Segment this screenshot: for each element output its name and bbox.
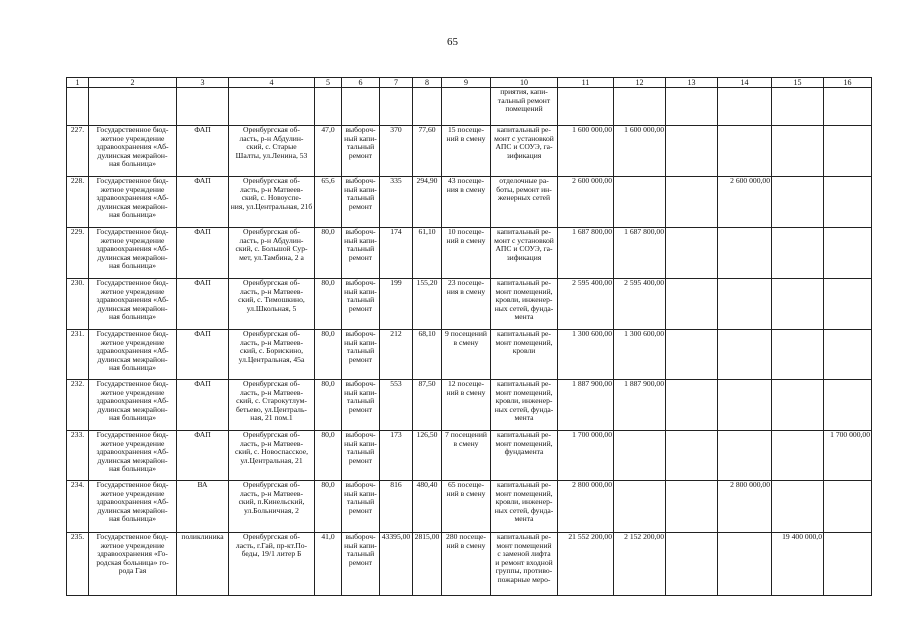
- address-cell: Оренбургская об- ласть, р-н Абдулин- ский, с. Большой Сур- мет, ул.Тамбина, 2 а: [229, 228, 315, 279]
- amount-cell: [666, 380, 718, 431]
- value-cell: 212: [380, 330, 413, 380]
- facility-type-cell: ФАП: [177, 177, 229, 228]
- address-cell: Оренбургская об- ласть, г.Гай, пр-кт.По- беды, 19/1 литер Б: [229, 533, 315, 596]
- row-number-cell: 231.: [67, 330, 89, 380]
- row-number-cell: 234.: [67, 481, 89, 533]
- cell: [413, 88, 442, 126]
- column-number: 4: [229, 78, 315, 88]
- amount-cell: 2 595 400,00: [558, 279, 614, 330]
- value-cell: 61,10: [413, 228, 442, 279]
- amount-cell: [718, 330, 772, 380]
- area-cell: 65,6: [315, 177, 342, 228]
- amount-cell: 1 700 000,00: [558, 431, 614, 481]
- organization-cell: Государственное бюд- жетное учреждение здравоохранения «Аб- дулинская межрайон- ная больница»: [89, 330, 177, 380]
- column-number: 7: [380, 78, 413, 88]
- repair-type-cell: выбороч- ный капи- тальный ремонт: [342, 533, 380, 596]
- amount-cell: [614, 431, 666, 481]
- repair-type-cell: выбороч- ный капи- тальный ремонт: [342, 126, 380, 177]
- work-description-cell: капитальный ре- монт с установкой АПС и СОУЭ, га- зификация: [491, 126, 558, 177]
- amount-cell: [772, 431, 824, 481]
- amount-cell: 2 595 400,00: [614, 279, 666, 330]
- table-row: [67, 533, 872, 596]
- amount-cell: [824, 126, 872, 177]
- amount-cell: [666, 228, 718, 279]
- table-row: [67, 228, 872, 279]
- work-description-cell: капитальный ре- монт помещений с заменой лифта и ремонт входной группы, противо- пожарные меро-: [491, 533, 558, 596]
- row-number-cell: 228.: [67, 177, 89, 228]
- column-number: 13: [666, 78, 718, 88]
- organization-cell: Государственное бюд- жетное учреждение здравоохранения «Аб- дулинская межрайон- ная больница»: [89, 481, 177, 533]
- amount-cell: [772, 228, 824, 279]
- amount-cell: [772, 177, 824, 228]
- address-cell: Оренбургская об- ласть, р-н Матвеев- ский, п.Кинельский, ул.Больничная, 2: [229, 481, 315, 533]
- amount-cell: [718, 228, 772, 279]
- visits-cell: 15 посеще- ний в смену: [442, 126, 491, 177]
- column-number: 2: [89, 78, 177, 88]
- row-number-cell: 235.: [67, 533, 89, 596]
- value-cell: 2815,00: [413, 533, 442, 596]
- amount-cell: [614, 177, 666, 228]
- row-number-cell: 233.: [67, 431, 89, 481]
- amount-cell: [772, 481, 824, 533]
- table-row: [67, 330, 872, 380]
- value-cell: 43395,00: [380, 533, 413, 596]
- amount-cell: [772, 330, 824, 380]
- work-description-cell: отделочные ра- боты, ремонт ин- женерных сетей: [491, 177, 558, 228]
- visits-cell: 23 посеще- ния в смену: [442, 279, 491, 330]
- row-number-cell: 229.: [67, 228, 89, 279]
- repair-type-cell: выбороч- ный капи- тальный ремонт: [342, 279, 380, 330]
- address-cell: Оренбургская об- ласть, р-н Матвеев- ский, с. Новоспасское, ул.Центральная, 21: [229, 431, 315, 481]
- amount-cell: 1 687 800,00: [558, 228, 614, 279]
- cell: [177, 88, 229, 126]
- address-cell: Оренбургская об- ласть, р-н Матвеев- ский, с. Тимошкино, ул.Школьная, 5: [229, 279, 315, 330]
- column-number: 10: [491, 78, 558, 88]
- visits-cell: 7 посещений в смену: [442, 431, 491, 481]
- facility-type-cell: ФАП: [177, 380, 229, 431]
- column-number: 15: [772, 78, 824, 88]
- amount-cell: 19 400 000,0: [772, 533, 824, 596]
- column-numbers-row: [67, 78, 872, 88]
- value-cell: 199: [380, 279, 413, 330]
- value-cell: 77,60: [413, 126, 442, 177]
- amount-cell: [824, 228, 872, 279]
- page-number: 65: [447, 36, 458, 48]
- value-cell: 126,50: [413, 431, 442, 481]
- table-row: [67, 279, 872, 330]
- amount-cell: [772, 380, 824, 431]
- amount-cell: [718, 279, 772, 330]
- column-number: 8: [413, 78, 442, 88]
- area-cell: 47,0: [315, 126, 342, 177]
- value-cell: 68,10: [413, 330, 442, 380]
- table-row: [67, 380, 872, 431]
- amount-cell: [666, 481, 718, 533]
- organization-cell: Государственное бюд- жетное учреждение здравоохранения «Аб- дулинская межрайон- ная больница»: [89, 228, 177, 279]
- facility-type-cell: ФАП: [177, 431, 229, 481]
- area-cell: 41,0: [315, 533, 342, 596]
- address-cell: Оренбургская об- ласть, р-н Матвеев- ский, с. Новоуспе- ния, ул.Центральная, 21б: [229, 177, 315, 228]
- work-description-cell: капитальный ре- монт помещений, кровли, инженер- ных сетей, фунда- мента: [491, 481, 558, 533]
- amount-cell: [824, 481, 872, 533]
- work-description-cell: капитальный ре- монт помещений, кровли, инженер- ных сетей, фунда- мента: [491, 380, 558, 431]
- column-number: 9: [442, 78, 491, 88]
- repair-type-cell: выбороч- ный капи- тальный ремонт: [342, 481, 380, 533]
- repair-type-cell: выбороч- ный капи- тальный ремонт: [342, 380, 380, 431]
- facility-type-cell: ФАП: [177, 330, 229, 380]
- continuation-row: [67, 88, 872, 126]
- repair-type-cell: выбороч- ный капи- тальный ремонт: [342, 330, 380, 380]
- amount-cell: [666, 330, 718, 380]
- amount-cell: [824, 330, 872, 380]
- amount-cell: [666, 177, 718, 228]
- visits-cell: 65 посеще- ний в смену: [442, 481, 491, 533]
- amount-cell: [666, 279, 718, 330]
- cell: [89, 88, 177, 126]
- organization-cell: Государственное бюд- жетное учреждение здравоохранения «Го- родская больница» го- рода Гая: [89, 533, 177, 596]
- value-cell: 173: [380, 431, 413, 481]
- repair-type-cell: выбороч- ный капи- тальный ремонт: [342, 177, 380, 228]
- value-cell: 294,90: [413, 177, 442, 228]
- amount-cell: 1 687 800,00: [614, 228, 666, 279]
- value-cell: 87,50: [413, 380, 442, 431]
- area-cell: 80,0: [315, 481, 342, 533]
- row-number-cell: 227.: [67, 126, 89, 177]
- area-cell: 80,0: [315, 228, 342, 279]
- facility-type-cell: поликлиника: [177, 533, 229, 596]
- facility-type-cell: ФАП: [177, 228, 229, 279]
- value-cell: 553: [380, 380, 413, 431]
- column-number: 6: [342, 78, 380, 88]
- visits-cell: 43 посеще- ния в смену: [442, 177, 491, 228]
- value-cell: 174: [380, 228, 413, 279]
- cell: [342, 88, 380, 126]
- amount-cell: 1 887 900,00: [614, 380, 666, 431]
- amount-cell: 2 800 000,00: [558, 481, 614, 533]
- amount-cell: 2 152 200,00: [614, 533, 666, 596]
- amount-cell: [666, 533, 718, 596]
- cell: [558, 88, 614, 126]
- cell: [229, 88, 315, 126]
- organization-cell: Государственное бюд- жетное учреждение здравоохранения «Аб- дулинская межрайон- ная больница»: [89, 279, 177, 330]
- cell: [67, 88, 89, 126]
- value-cell: 335: [380, 177, 413, 228]
- address-cell: Оренбургская об- ласть, р-н Матвеев- ский, с. Старокутлум- бетьево, ул.Централь- ная, 21 пом.1: [229, 380, 315, 431]
- work-description-cell: капитальный ре- монт с установкой АПС и СОУЭ, га- зификация: [491, 228, 558, 279]
- cell: [772, 88, 824, 126]
- area-cell: 80,0: [315, 380, 342, 431]
- amount-cell: 2 600 000,00: [718, 177, 772, 228]
- column-number: 11: [558, 78, 614, 88]
- amount-cell: [718, 380, 772, 431]
- work-description-cell: капитальный ре- монт помещений, фундамента: [491, 431, 558, 481]
- repair-type-cell: выбороч- ный капи- тальный ремонт: [342, 228, 380, 279]
- work-description-cell: капитальный ре- монт помещений, кровли, инженер- ных сетей, фунда- мента: [491, 279, 558, 330]
- amount-cell: 1 887 900,00: [558, 380, 614, 431]
- amount-cell: 2 600 000,00: [558, 177, 614, 228]
- value-cell: 155,20: [413, 279, 442, 330]
- facility-type-cell: ФАП: [177, 126, 229, 177]
- column-number: 14: [718, 78, 772, 88]
- organization-cell: Государственное бюд- жетное учреждение здравоохранения «Аб- дулинская межрайон- ная больница»: [89, 126, 177, 177]
- amount-cell: 2 800 000,00: [718, 481, 772, 533]
- amount-cell: 1 600 000,00: [558, 126, 614, 177]
- amount-cell: [614, 481, 666, 533]
- row-number-cell: 232.: [67, 380, 89, 431]
- amount-cell: [666, 126, 718, 177]
- organization-cell: Государственное бюд- жетное учреждение здравоохранения «Аб- дулинская межрайон- ная больница»: [89, 380, 177, 431]
- organization-cell: Государственное бюд- жетное учреждение здравоохранения «Аб- дулинская межрайон- ная больница»: [89, 431, 177, 481]
- visits-cell: 280 посеще- ний в смену: [442, 533, 491, 596]
- work-description-cell: капитальный ре- монт помещений, кровли: [491, 330, 558, 380]
- table-row: [67, 126, 872, 177]
- cell: [718, 88, 772, 126]
- amount-cell: 1 600 000,00: [614, 126, 666, 177]
- cell: [315, 88, 342, 126]
- amount-cell: 1 700 000,00: [824, 431, 872, 481]
- amount-cell: [824, 177, 872, 228]
- column-number: 12: [614, 78, 666, 88]
- organization-cell: Государственное бюд- жетное учреждение здравоохранения «Аб- дулинская межрайон- ная больница»: [89, 177, 177, 228]
- cell: [442, 88, 491, 126]
- amount-cell: [718, 126, 772, 177]
- amount-cell: [666, 431, 718, 481]
- amount-cell: [824, 279, 872, 330]
- amount-cell: 1 300 600,00: [558, 330, 614, 380]
- facility-type-cell: ФАП: [177, 279, 229, 330]
- cell: [614, 88, 666, 126]
- column-number: 1: [67, 78, 89, 88]
- cell: [666, 88, 718, 126]
- value-cell: 480,40: [413, 481, 442, 533]
- amount-cell: 21 552 200,00: [558, 533, 614, 596]
- area-cell: 80,0: [315, 431, 342, 481]
- amount-cell: [824, 533, 872, 596]
- cell: [380, 88, 413, 126]
- work-description-cell: приятия, капи- тальный ремонт помещений: [491, 88, 558, 126]
- table-row: [67, 177, 872, 228]
- amount-cell: [824, 380, 872, 431]
- amount-cell: 1 300 600,00: [614, 330, 666, 380]
- visits-cell: 10 посеще- ний в смену: [442, 228, 491, 279]
- area-cell: 80,0: [315, 330, 342, 380]
- repair-type-cell: выбороч- ный капи- тальный ремонт: [342, 431, 380, 481]
- address-cell: Оренбургская об- ласть, р-н Абдулин- ский, с. Старые Шалты, ул.Ленина, 53: [229, 126, 315, 177]
- cell: [824, 88, 872, 126]
- visits-cell: 12 посеще- ний в смену: [442, 380, 491, 431]
- visits-cell: 9 посещений в смену: [442, 330, 491, 380]
- amount-cell: [718, 533, 772, 596]
- amount-cell: [772, 279, 824, 330]
- facility-type-cell: ВА: [177, 481, 229, 533]
- row-number-cell: 230.: [67, 279, 89, 330]
- area-cell: 80,0: [315, 279, 342, 330]
- table-row: [67, 431, 872, 481]
- value-cell: 370: [380, 126, 413, 177]
- column-number: 16: [824, 78, 872, 88]
- column-number: 5: [315, 78, 342, 88]
- value-cell: 816: [380, 481, 413, 533]
- table-row: [67, 481, 872, 533]
- amount-cell: [772, 126, 824, 177]
- register-table: [66, 77, 872, 596]
- amount-cell: [718, 431, 772, 481]
- column-number: 3: [177, 78, 229, 88]
- address-cell: Оренбургская об- ласть, р-н Матвеев- ский, с. Борискино, ул.Центральная, 45а: [229, 330, 315, 380]
